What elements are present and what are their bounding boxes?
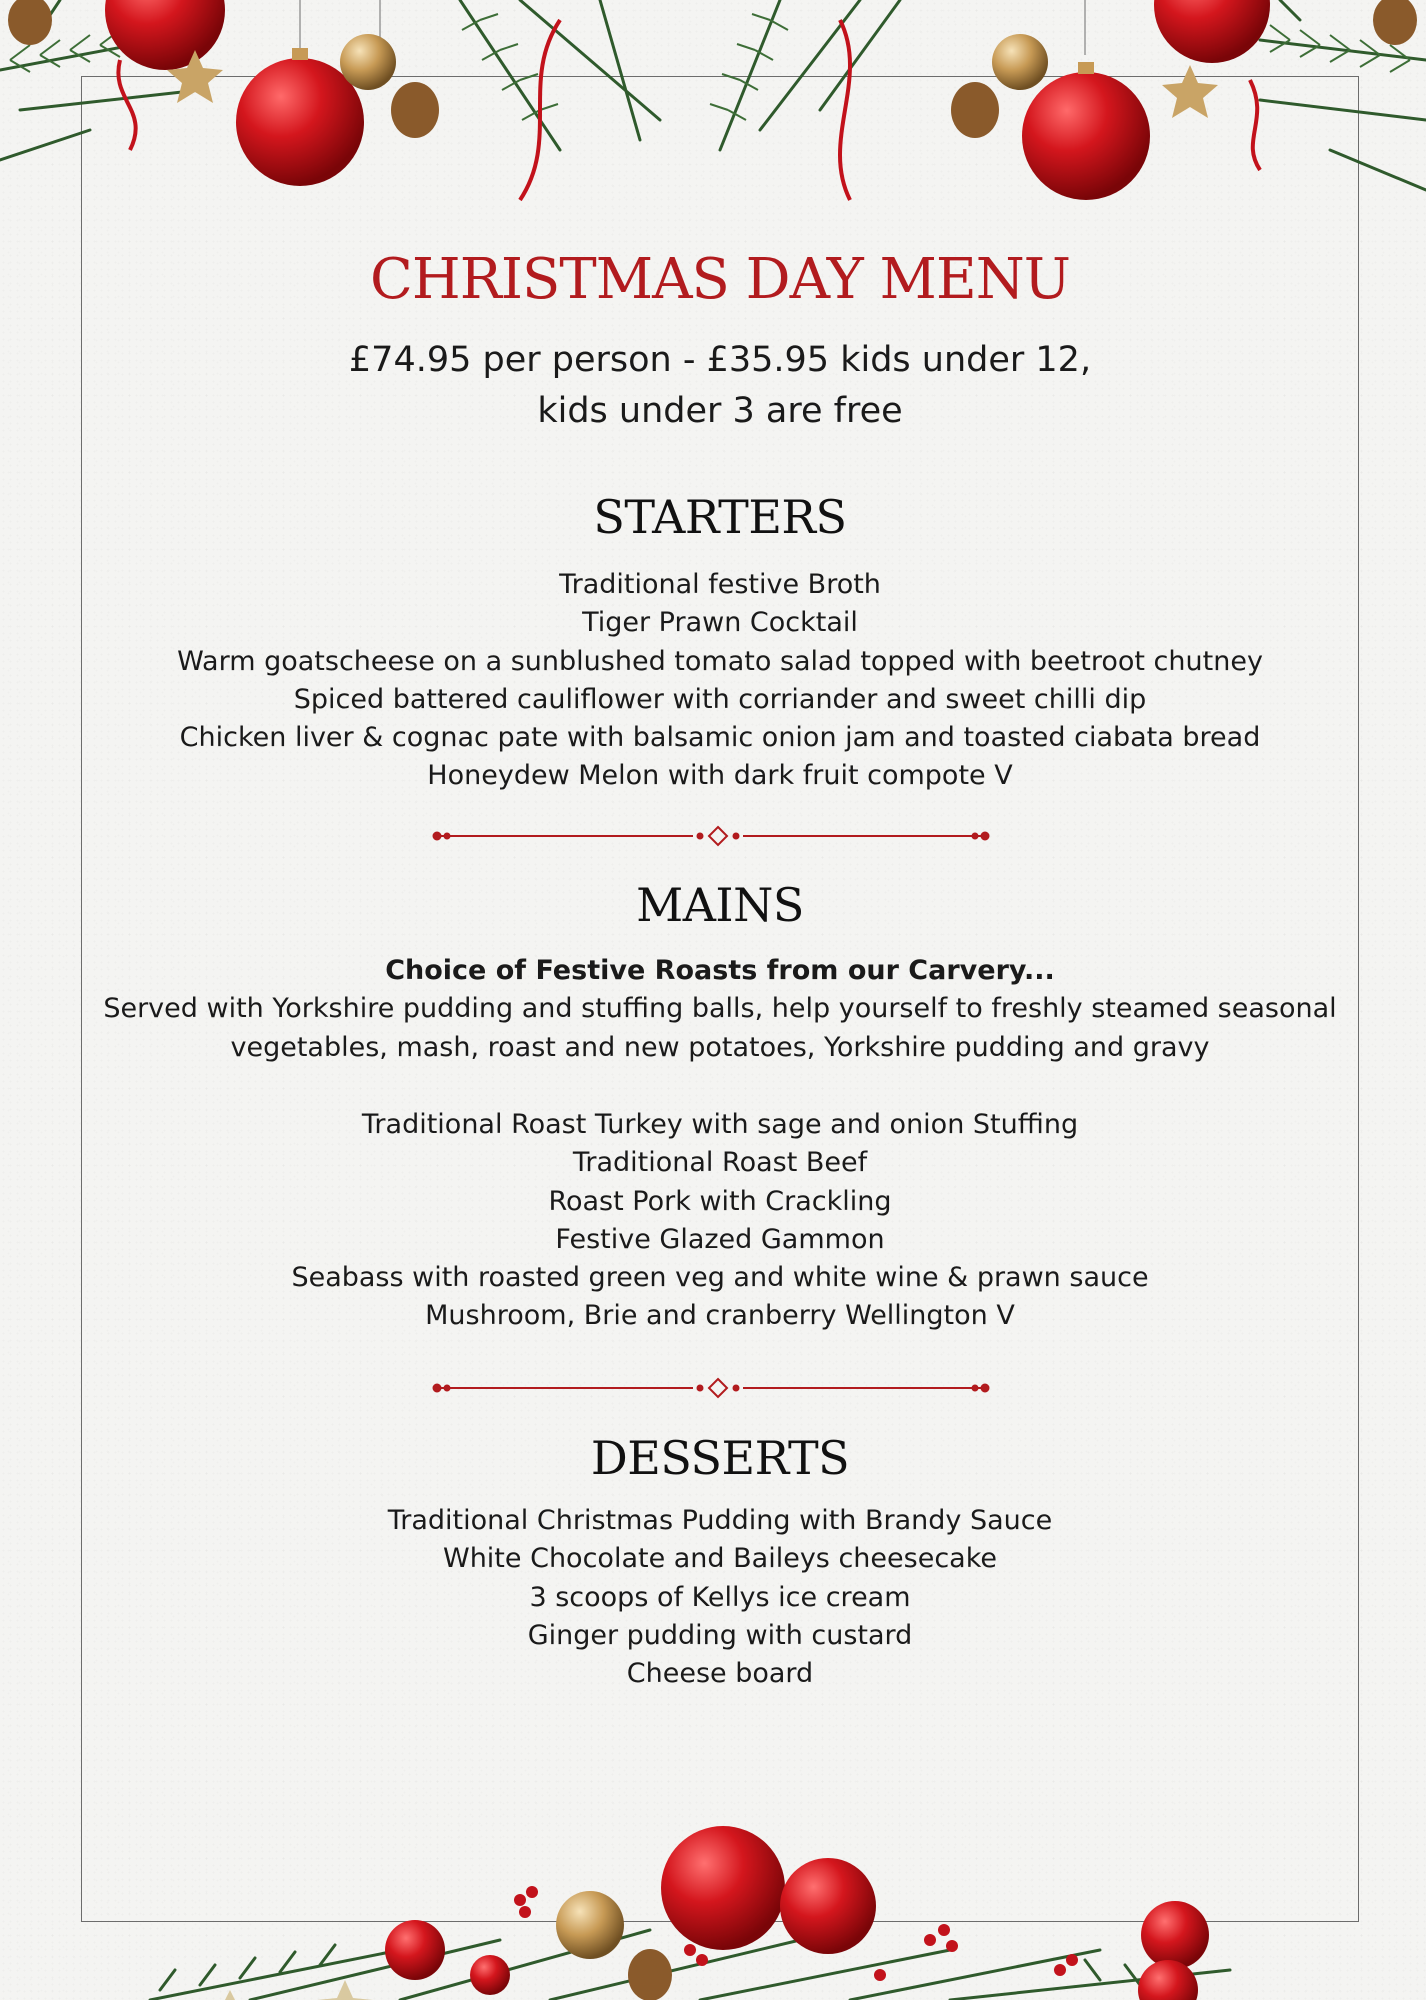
main-item: Mushroom, Brie and cranberry Wellington V [425, 1300, 1015, 1332]
ornamental-divider [81, 824, 1359, 848]
main-item: Traditional Roast Turkey with sage and onion Stuffing [361, 1109, 1079, 1140]
dessert-item: Traditional Christmas Pudding with Brandy Sauce [387, 1505, 1053, 1536]
red-bauble-icon [1154, 0, 1270, 63]
mains-intro [81, 952, 1359, 1067]
main-item: Seabass with roasted green veg and white wine & prawn sauce [291, 1262, 1149, 1294]
desserts-list [81, 1502, 1359, 1693]
mains-intro-line: vegetables, mash, roast and new potatoes, Yorkshire pudding and gravy [230, 1031, 1210, 1063]
starter-item: Spiced battered cauliflower with corriander and sweet chilli dip [293, 683, 1147, 715]
starters-heading: STARTERS [593, 490, 847, 544]
pricing-info [81, 335, 1359, 437]
main-item: Traditional Roast Beef [572, 1147, 868, 1179]
star-icon [210, 1990, 250, 2000]
mains-list [81, 1106, 1359, 1336]
pricing-line-2: kids under 3 are free [537, 391, 903, 431]
red-bauble-icon [1141, 1901, 1209, 1969]
desserts-heading: DESSERTS [590, 1431, 850, 1485]
starter-item: Chicken liver & cognac pate with balsamic onion jam and toasted ciabata bread [179, 722, 1261, 754]
red-bauble-icon [385, 1920, 445, 1980]
mains-carvery-title: Choice of Festive Roasts from our Carvery... [385, 955, 1055, 986]
starter-item: Honeydew Melon with dark fruit compote V [427, 760, 1013, 792]
red-bauble-icon [1022, 72, 1150, 200]
bottom-garland-decoration [0, 1800, 1426, 2000]
star-icon [1162, 65, 1218, 118]
dessert-item: 3 scoops of Kellys ice cream [529, 1581, 911, 1613]
mains-intro-line: Served with Yorkshire pudding and stuffing balls, help yourself to freshly steamed seasonal [103, 993, 1337, 1025]
main-item: Festive Glazed Gammon [555, 1223, 885, 1255]
mains-heading: MAINS [636, 878, 804, 932]
gold-bauble-icon [340, 34, 396, 90]
pinecone-icon [391, 82, 439, 138]
gold-bauble-icon [992, 34, 1048, 90]
dessert-item: Ginger pudding with custard [527, 1619, 913, 1651]
starter-item: Tiger Prawn Cocktail [582, 607, 858, 639]
starter-item: Traditional festive Broth [559, 569, 881, 600]
starters-list [81, 566, 1359, 796]
red-bauble-icon [105, 0, 225, 70]
pinecone-icon [951, 82, 999, 138]
gold-bauble-icon [556, 1891, 624, 1959]
main-item: Roast Pork with Crackling [548, 1185, 892, 1217]
starter-item: Warm goatscheese on a sunblushed tomato salad topped with beetroot chutney [177, 645, 1263, 677]
red-bauble-icon [780, 1858, 876, 1954]
pricing-line-1: £74.95 per person - £35.95 kids under 12, [348, 340, 1092, 380]
red-bauble-icon [1138, 1960, 1198, 2000]
dessert-item: Cheese board [626, 1658, 814, 1690]
pinecone-icon [1373, 0, 1417, 45]
pinecone-icon [628, 1949, 672, 2000]
menu-title: CHRISTMAS DAY MENU [370, 247, 1070, 312]
red-bauble-icon [661, 1826, 785, 1950]
ornamental-divider [81, 1376, 1359, 1400]
pinecone-icon [8, 0, 52, 45]
dessert-item: White Chocolate and Baileys cheesecake [443, 1543, 997, 1575]
top-pine-decoration [0, 0, 1426, 260]
